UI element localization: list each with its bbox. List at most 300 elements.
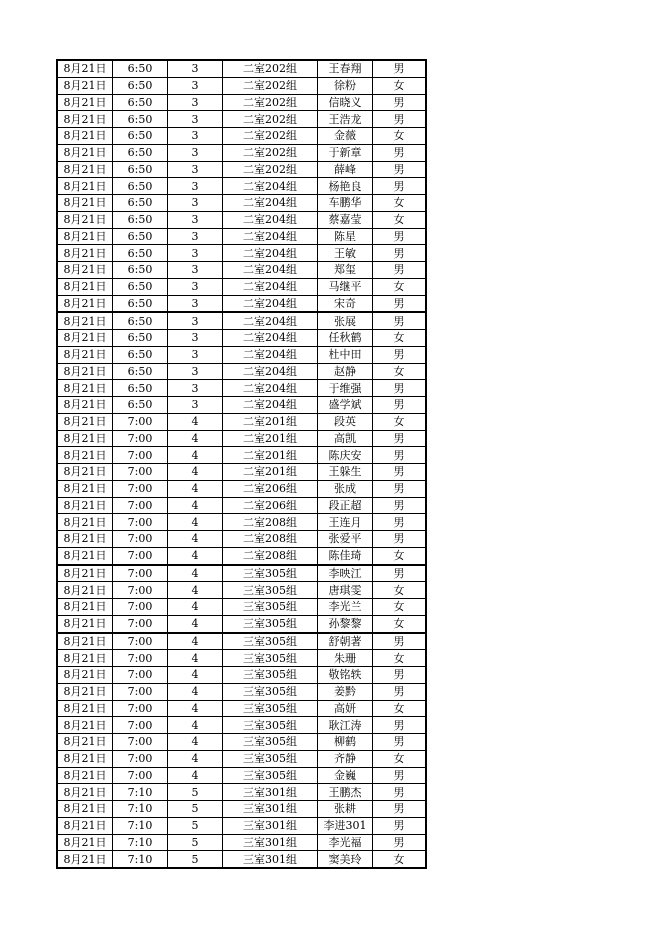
gender-cell[interactable]: 男 <box>373 430 427 447</box>
group-cell[interactable]: 二室201组 <box>223 464 318 481</box>
name-cell[interactable]: 徐粉 <box>318 77 373 94</box>
gender-cell[interactable]: 女 <box>373 851 427 868</box>
time-cell[interactable]: 6:50 <box>113 144 168 161</box>
group-cell[interactable]: 三室305组 <box>223 767 318 784</box>
name-cell[interactable]: 金薇 <box>318 128 373 145</box>
gender-cell[interactable]: 女 <box>373 750 427 767</box>
name-cell[interactable]: 窦美玲 <box>318 851 373 868</box>
date-cell[interactable]: 8月21日 <box>57 717 113 734</box>
batch-cell[interactable]: 4 <box>168 599 223 616</box>
date-cell[interactable]: 8月21日 <box>57 312 113 329</box>
date-cell[interactable]: 8月21日 <box>57 77 113 94</box>
group-cell[interactable]: 二室204组 <box>223 346 318 363</box>
name-cell[interactable]: 李光福 <box>318 834 373 851</box>
name-cell[interactable]: 任秋鹤 <box>318 330 373 347</box>
time-cell[interactable]: 6:50 <box>113 312 168 329</box>
group-cell[interactable]: 三室305组 <box>223 565 318 582</box>
gender-cell[interactable]: 男 <box>373 817 427 834</box>
date-cell[interactable]: 8月21日 <box>57 700 113 717</box>
time-cell[interactable]: 7:00 <box>113 480 168 497</box>
time-cell[interactable]: 7:00 <box>113 547 168 564</box>
time-cell[interactable]: 7:00 <box>113 599 168 616</box>
gender-cell[interactable]: 男 <box>373 633 427 650</box>
time-cell[interactable]: 7:10 <box>113 784 168 801</box>
group-cell[interactable]: 二室204组 <box>223 262 318 279</box>
name-cell[interactable]: 高妍 <box>318 700 373 717</box>
name-cell[interactable]: 李光兰 <box>318 599 373 616</box>
batch-cell[interactable]: 4 <box>168 514 223 531</box>
name-cell[interactable]: 信晓义 <box>318 94 373 111</box>
gender-cell[interactable]: 男 <box>373 531 427 548</box>
date-cell[interactable]: 8月21日 <box>57 228 113 245</box>
date-cell[interactable]: 8月21日 <box>57 144 113 161</box>
group-cell[interactable]: 二室206组 <box>223 497 318 514</box>
batch-cell[interactable]: 5 <box>168 817 223 834</box>
table-row <box>57 817 426 834</box>
group-cell[interactable]: 二室204组 <box>223 295 318 312</box>
date-cell[interactable]: 8月21日 <box>57 60 113 77</box>
name-cell[interactable]: 李映江 <box>318 565 373 582</box>
batch-cell[interactable]: 4 <box>168 413 223 430</box>
batch-cell[interactable]: 5 <box>168 851 223 868</box>
date-cell[interactable]: 8月21日 <box>57 262 113 279</box>
date-cell[interactable]: 8月21日 <box>57 497 113 514</box>
gender-cell[interactable]: 男 <box>373 767 427 784</box>
name-cell[interactable]: 车鹏华 <box>318 195 373 212</box>
group-cell[interactable]: 三室305组 <box>223 683 318 700</box>
schedule-table <box>56 59 427 869</box>
group-cell[interactable]: 二室206组 <box>223 480 318 497</box>
group-cell[interactable]: 二室202组 <box>223 77 318 94</box>
batch-cell[interactable]: 3 <box>168 60 223 77</box>
table-row <box>57 734 426 751</box>
date-cell[interactable]: 8月21日 <box>57 211 113 228</box>
group-cell[interactable]: 三室305组 <box>223 667 318 684</box>
batch-cell[interactable]: 3 <box>168 380 223 397</box>
batch-cell[interactable]: 3 <box>168 330 223 347</box>
name-cell[interactable]: 杨艳良 <box>318 178 373 195</box>
batch-cell[interactable]: 4 <box>168 717 223 734</box>
name-cell[interactable]: 王躲生 <box>318 464 373 481</box>
gender-cell[interactable]: 男 <box>373 667 427 684</box>
time-cell[interactable]: 7:00 <box>113 582 168 599</box>
group-cell[interactable]: 二室204组 <box>223 397 318 414</box>
time-cell[interactable]: 7:00 <box>113 497 168 514</box>
gender-cell[interactable]: 女 <box>373 195 427 212</box>
batch-cell[interactable]: 4 <box>168 767 223 784</box>
group-cell[interactable]: 三室305组 <box>223 734 318 751</box>
batch-cell[interactable]: 3 <box>168 278 223 295</box>
group-cell[interactable]: 二室208组 <box>223 514 318 531</box>
date-cell[interactable]: 8月21日 <box>57 531 113 548</box>
group-cell[interactable]: 二室204组 <box>223 228 318 245</box>
time-cell[interactable]: 6:50 <box>113 295 168 312</box>
gender-cell[interactable]: 男 <box>373 397 427 414</box>
date-cell[interactable]: 8月21日 <box>57 430 113 447</box>
gender-cell[interactable]: 男 <box>373 60 427 77</box>
date-cell[interactable]: 8月21日 <box>57 734 113 751</box>
batch-cell[interactable]: 3 <box>168 94 223 111</box>
name-cell[interactable]: 张耕 <box>318 801 373 818</box>
group-cell[interactable]: 二室202组 <box>223 94 318 111</box>
group-cell[interactable]: 三室305组 <box>223 717 318 734</box>
time-cell[interactable]: 7:10 <box>113 851 168 868</box>
group-cell[interactable]: 三室305组 <box>223 582 318 599</box>
table-row <box>57 262 426 279</box>
group-cell[interactable]: 三室305组 <box>223 615 318 632</box>
batch-cell[interactable]: 3 <box>168 262 223 279</box>
gender-cell[interactable]: 男 <box>373 228 427 245</box>
batch-cell[interactable]: 5 <box>168 784 223 801</box>
group-cell[interactable]: 三室305组 <box>223 650 318 667</box>
batch-cell[interactable]: 4 <box>168 531 223 548</box>
batch-cell[interactable]: 3 <box>168 77 223 94</box>
group-cell[interactable]: 三室305组 <box>223 750 318 767</box>
time-cell[interactable]: 6:50 <box>113 245 168 262</box>
date-cell[interactable]: 8月21日 <box>57 547 113 564</box>
gender-cell[interactable]: 男 <box>373 734 427 751</box>
name-cell[interactable]: 蔡嘉莹 <box>318 211 373 228</box>
time-cell[interactable]: 7:00 <box>113 464 168 481</box>
name-cell[interactable]: 于新章 <box>318 144 373 161</box>
time-cell[interactable]: 6:50 <box>113 211 168 228</box>
date-cell[interactable]: 8月21日 <box>57 245 113 262</box>
batch-cell[interactable]: 4 <box>168 447 223 464</box>
table-row <box>57 128 426 145</box>
batch-cell[interactable]: 4 <box>168 582 223 599</box>
name-cell[interactable]: 柳鹤 <box>318 734 373 751</box>
date-cell[interactable]: 8月21日 <box>57 817 113 834</box>
time-cell[interactable]: 6:50 <box>113 346 168 363</box>
name-cell[interactable]: 金巍 <box>318 767 373 784</box>
batch-cell[interactable]: 4 <box>168 650 223 667</box>
gender-cell[interactable]: 男 <box>373 801 427 818</box>
batch-cell[interactable]: 3 <box>168 144 223 161</box>
table-row <box>57 363 426 380</box>
batch-cell[interactable]: 3 <box>168 245 223 262</box>
name-cell[interactable]: 张爱平 <box>318 531 373 548</box>
date-cell[interactable]: 8月21日 <box>57 633 113 650</box>
gender-cell[interactable]: 男 <box>373 262 427 279</box>
group-cell[interactable]: 二室204组 <box>223 211 318 228</box>
batch-cell[interactable]: 3 <box>168 195 223 212</box>
group-cell[interactable]: 二室208组 <box>223 531 318 548</box>
gender-cell[interactable]: 女 <box>373 547 427 564</box>
group-cell[interactable]: 三室301组 <box>223 834 318 851</box>
batch-cell[interactable]: 4 <box>168 497 223 514</box>
time-cell[interactable]: 7:00 <box>113 565 168 582</box>
time-cell[interactable]: 6:50 <box>113 278 168 295</box>
gender-cell[interactable]: 男 <box>373 834 427 851</box>
time-cell[interactable]: 7:00 <box>113 734 168 751</box>
batch-cell[interactable]: 3 <box>168 111 223 128</box>
time-cell[interactable]: 6:50 <box>113 363 168 380</box>
date-cell[interactable]: 8月21日 <box>57 161 113 178</box>
time-cell[interactable]: 7:10 <box>113 834 168 851</box>
name-cell[interactable]: 陈庆安 <box>318 447 373 464</box>
gender-cell[interactable]: 男 <box>373 295 427 312</box>
batch-cell[interactable]: 3 <box>168 228 223 245</box>
time-cell[interactable]: 6:50 <box>113 228 168 245</box>
time-cell[interactable]: 7:00 <box>113 750 168 767</box>
name-cell[interactable]: 于维强 <box>318 380 373 397</box>
group-cell[interactable]: 二室204组 <box>223 245 318 262</box>
group-cell[interactable]: 三室301组 <box>223 784 318 801</box>
date-cell[interactable]: 8月21日 <box>57 413 113 430</box>
group-cell[interactable]: 三室301组 <box>223 851 318 868</box>
date-cell[interactable]: 8月21日 <box>57 278 113 295</box>
date-cell[interactable]: 8月21日 <box>57 851 113 868</box>
batch-cell[interactable]: 4 <box>168 464 223 481</box>
name-cell[interactable]: 马继平 <box>318 278 373 295</box>
gender-cell[interactable]: 男 <box>373 94 427 111</box>
date-cell[interactable]: 8月21日 <box>57 111 113 128</box>
gender-cell[interactable]: 男 <box>373 683 427 700</box>
name-cell[interactable]: 王鹏杰 <box>318 784 373 801</box>
name-cell[interactable]: 陈佳琦 <box>318 547 373 564</box>
name-cell[interactable]: 杜中田 <box>318 346 373 363</box>
name-cell[interactable]: 孙黎黎 <box>318 615 373 632</box>
group-cell[interactable]: 二室202组 <box>223 128 318 145</box>
date-cell[interactable]: 8月21日 <box>57 464 113 481</box>
batch-cell[interactable]: 3 <box>168 128 223 145</box>
batch-cell[interactable]: 3 <box>168 363 223 380</box>
group-cell[interactable]: 二室201组 <box>223 430 318 447</box>
batch-cell[interactable]: 3 <box>168 295 223 312</box>
group-cell[interactable]: 二室204组 <box>223 330 318 347</box>
group-cell[interactable]: 二室201组 <box>223 447 318 464</box>
date-cell[interactable]: 8月21日 <box>57 683 113 700</box>
group-cell[interactable]: 二室202组 <box>223 161 318 178</box>
group-cell[interactable]: 二室204组 <box>223 312 318 329</box>
gender-cell[interactable]: 女 <box>373 211 427 228</box>
time-cell[interactable]: 6:50 <box>113 380 168 397</box>
time-cell[interactable]: 6:50 <box>113 60 168 77</box>
group-cell[interactable]: 二室204组 <box>223 195 318 212</box>
date-cell[interactable]: 8月21日 <box>57 480 113 497</box>
date-cell[interactable]: 8月21日 <box>57 514 113 531</box>
table-row <box>57 750 426 767</box>
batch-cell[interactable]: 4 <box>168 547 223 564</box>
table-body <box>57 60 426 868</box>
table-row <box>57 346 426 363</box>
gender-cell[interactable]: 男 <box>373 784 427 801</box>
table-row <box>57 312 426 329</box>
date-cell[interactable]: 8月21日 <box>57 447 113 464</box>
group-cell[interactable]: 二室204组 <box>223 363 318 380</box>
gender-cell[interactable]: 男 <box>373 346 427 363</box>
date-cell[interactable]: 8月21日 <box>57 397 113 414</box>
date-cell[interactable]: 8月21日 <box>57 801 113 818</box>
name-cell[interactable]: 陈星 <box>318 228 373 245</box>
group-cell[interactable]: 二室204组 <box>223 380 318 397</box>
batch-cell[interactable]: 3 <box>168 312 223 329</box>
name-cell[interactable]: 张成 <box>318 480 373 497</box>
name-cell[interactable]: 李进301 <box>318 817 373 834</box>
gender-cell[interactable]: 男 <box>373 717 427 734</box>
gender-cell[interactable]: 女 <box>373 278 427 295</box>
time-cell[interactable]: 6:50 <box>113 77 168 94</box>
date-cell[interactable]: 8月21日 <box>57 667 113 684</box>
name-cell[interactable]: 段英 <box>318 413 373 430</box>
date-cell[interactable]: 8月21日 <box>57 767 113 784</box>
group-cell[interactable]: 二室202组 <box>223 144 318 161</box>
gender-cell[interactable]: 男 <box>373 464 427 481</box>
time-cell[interactable]: 7:10 <box>113 817 168 834</box>
name-cell[interactable]: 段正超 <box>318 497 373 514</box>
batch-cell[interactable]: 5 <box>168 801 223 818</box>
time-cell[interactable]: 7:00 <box>113 667 168 684</box>
batch-cell[interactable]: 4 <box>168 700 223 717</box>
time-cell[interactable]: 6:50 <box>113 262 168 279</box>
time-cell[interactable]: 6:50 <box>113 397 168 414</box>
date-cell[interactable]: 8月21日 <box>57 295 113 312</box>
group-cell[interactable]: 三室301组 <box>223 817 318 834</box>
batch-cell[interactable]: 4 <box>168 683 223 700</box>
time-cell[interactable]: 7:00 <box>113 717 168 734</box>
gender-cell[interactable]: 男 <box>373 161 427 178</box>
gender-cell[interactable]: 女 <box>373 330 427 347</box>
gender-cell[interactable]: 女 <box>373 582 427 599</box>
batch-cell[interactable]: 5 <box>168 834 223 851</box>
gender-cell[interactable]: 女 <box>373 599 427 616</box>
batch-cell[interactable]: 3 <box>168 178 223 195</box>
time-cell[interactable]: 6:50 <box>113 178 168 195</box>
time-cell[interactable]: 6:50 <box>113 128 168 145</box>
time-cell[interactable]: 6:50 <box>113 161 168 178</box>
batch-cell[interactable]: 3 <box>168 211 223 228</box>
batch-cell[interactable]: 4 <box>168 633 223 650</box>
name-cell[interactable]: 唐琪雯 <box>318 582 373 599</box>
name-cell[interactable]: 薛峰 <box>318 161 373 178</box>
batch-cell[interactable]: 4 <box>168 734 223 751</box>
time-cell[interactable]: 7:00 <box>113 615 168 632</box>
batch-cell[interactable]: 4 <box>168 430 223 447</box>
gender-cell[interactable]: 男 <box>373 312 427 329</box>
name-cell[interactable]: 张展 <box>318 312 373 329</box>
batch-cell[interactable]: 4 <box>168 480 223 497</box>
name-cell[interactable]: 敬铭轶 <box>318 667 373 684</box>
name-cell[interactable]: 耿江涛 <box>318 717 373 734</box>
gender-cell[interactable]: 女 <box>373 615 427 632</box>
gender-cell[interactable]: 女 <box>373 77 427 94</box>
gender-cell[interactable]: 男 <box>373 144 427 161</box>
gender-cell[interactable]: 女 <box>373 650 427 667</box>
name-cell[interactable]: 朱珊 <box>318 650 373 667</box>
batch-cell[interactable]: 4 <box>168 750 223 767</box>
name-cell[interactable]: 舒朝著 <box>318 633 373 650</box>
time-cell[interactable]: 7:00 <box>113 683 168 700</box>
date-cell[interactable]: 8月21日 <box>57 363 113 380</box>
name-cell[interactable]: 王敏 <box>318 245 373 262</box>
batch-cell[interactable]: 4 <box>168 565 223 582</box>
date-cell[interactable]: 8月21日 <box>57 784 113 801</box>
date-cell[interactable]: 8月21日 <box>57 346 113 363</box>
date-cell[interactable]: 8月21日 <box>57 650 113 667</box>
group-cell[interactable]: 三室305组 <box>223 599 318 616</box>
batch-cell[interactable]: 3 <box>168 161 223 178</box>
batch-cell[interactable]: 4 <box>168 667 223 684</box>
gender-cell[interactable]: 男 <box>373 178 427 195</box>
time-cell[interactable]: 6:50 <box>113 330 168 347</box>
gender-cell[interactable]: 男 <box>373 111 427 128</box>
gender-cell[interactable]: 男 <box>373 497 427 514</box>
table-row <box>57 667 426 684</box>
gender-cell[interactable]: 女 <box>373 128 427 145</box>
name-cell[interactable]: 王春翔 <box>318 60 373 77</box>
group-cell[interactable]: 二室201组 <box>223 413 318 430</box>
time-cell[interactable]: 6:50 <box>113 111 168 128</box>
gender-cell[interactable]: 男 <box>373 565 427 582</box>
time-cell[interactable]: 6:50 <box>113 195 168 212</box>
name-cell[interactable]: 宋奇 <box>318 295 373 312</box>
date-cell[interactable]: 8月21日 <box>57 195 113 212</box>
gender-cell[interactable]: 男 <box>373 480 427 497</box>
time-cell[interactable]: 7:00 <box>113 430 168 447</box>
name-cell[interactable]: 盛学斌 <box>318 397 373 414</box>
batch-cell[interactable]: 4 <box>168 615 223 632</box>
name-cell[interactable]: 郑玺 <box>318 262 373 279</box>
group-cell[interactable]: 二室208组 <box>223 547 318 564</box>
date-cell[interactable]: 8月21日 <box>57 94 113 111</box>
time-cell[interactable]: 7:00 <box>113 650 168 667</box>
time-cell[interactable]: 6:50 <box>113 94 168 111</box>
gender-cell[interactable]: 男 <box>373 447 427 464</box>
time-cell[interactable]: 7:10 <box>113 801 168 818</box>
name-cell[interactable]: 王浩龙 <box>318 111 373 128</box>
name-cell[interactable]: 高凯 <box>318 430 373 447</box>
group-cell[interactable]: 二室202组 <box>223 111 318 128</box>
group-cell[interactable]: 二室202组 <box>223 60 318 77</box>
date-cell[interactable]: 8月21日 <box>57 330 113 347</box>
time-cell[interactable]: 7:00 <box>113 514 168 531</box>
date-cell[interactable]: 8月21日 <box>57 565 113 582</box>
time-cell[interactable]: 7:00 <box>113 531 168 548</box>
time-cell[interactable]: 7:00 <box>113 633 168 650</box>
time-cell[interactable]: 7:00 <box>113 413 168 430</box>
group-cell[interactable]: 二室204组 <box>223 278 318 295</box>
group-cell[interactable]: 三室301组 <box>223 801 318 818</box>
date-cell[interactable]: 8月21日 <box>57 599 113 616</box>
name-cell[interactable]: 赵静 <box>318 363 373 380</box>
gender-cell[interactable]: 女 <box>373 413 427 430</box>
time-cell[interactable]: 7:00 <box>113 447 168 464</box>
name-cell[interactable]: 齐静 <box>318 750 373 767</box>
gender-cell[interactable]: 女 <box>373 700 427 717</box>
name-cell[interactable]: 姜黔 <box>318 683 373 700</box>
date-cell[interactable]: 8月21日 <box>57 615 113 632</box>
time-cell[interactable]: 7:00 <box>113 767 168 784</box>
table-row <box>57 599 426 616</box>
batch-cell[interactable]: 3 <box>168 346 223 363</box>
date-cell[interactable]: 8月21日 <box>57 582 113 599</box>
gender-cell[interactable]: 男 <box>373 514 427 531</box>
gender-cell[interactable]: 男 <box>373 245 427 262</box>
date-cell[interactable]: 8月21日 <box>57 178 113 195</box>
group-cell[interactable]: 三室305组 <box>223 633 318 650</box>
date-cell[interactable]: 8月21日 <box>57 128 113 145</box>
gender-cell[interactable]: 男 <box>373 380 427 397</box>
date-cell[interactable]: 8月21日 <box>57 750 113 767</box>
date-cell[interactable]: 8月21日 <box>57 834 113 851</box>
group-cell[interactable]: 二室204组 <box>223 178 318 195</box>
date-cell[interactable]: 8月21日 <box>57 380 113 397</box>
gender-cell[interactable]: 女 <box>373 363 427 380</box>
name-cell[interactable]: 王连月 <box>318 514 373 531</box>
batch-cell[interactable]: 3 <box>168 397 223 414</box>
group-cell[interactable]: 三室305组 <box>223 700 318 717</box>
time-cell[interactable]: 7:00 <box>113 700 168 717</box>
